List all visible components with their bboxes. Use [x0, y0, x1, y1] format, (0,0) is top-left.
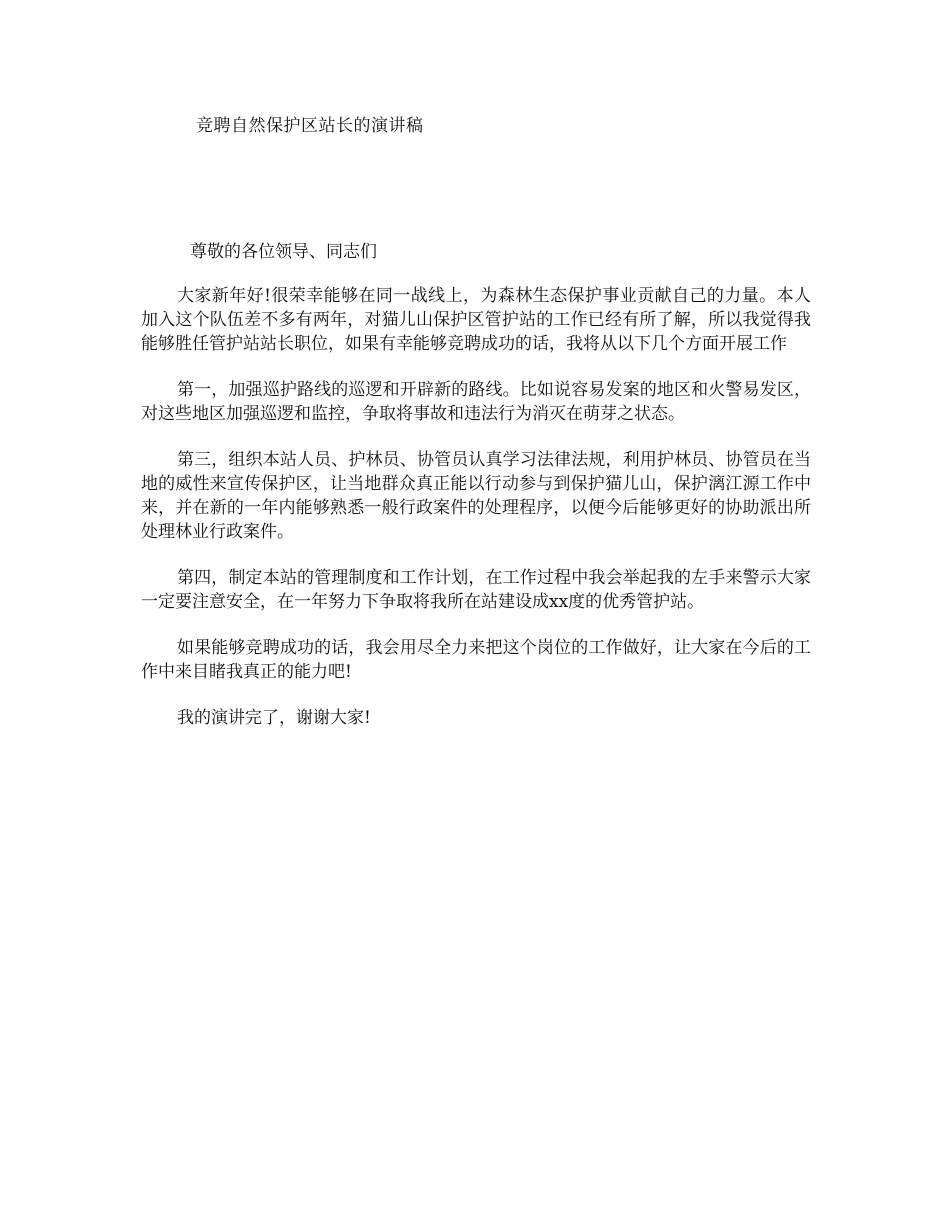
paragraph-closing: 我的演讲完了，谢谢大家!	[177, 708, 371, 728]
document-title: 竞聘自然保护区站长的演讲稿	[196, 116, 424, 136]
paragraph-fourth-point: 第四，制定本站的管理制度和工作计划，在工作过程中我会举起我的左手来警示大家一定要注意安全，在一年努力下争取将我所在站建设成xx度的优秀管护站。	[141, 568, 811, 612]
speech-body	[141, 284, 811, 752]
paragraph-commitment: 如果能够竞聘成功的话，我会用尽全力来把这个岗位的工作做好，让大家在今后的工作中来目睹我真正的能力吧!	[141, 638, 811, 682]
greeting-line: 尊敬的各位领导、同志们	[190, 242, 377, 262]
paragraph-opening: 大家新年好!很荣幸能够在同一战线上，为森林生态保护事业贡献自己的力量。本人加入这个队伍差不多有两年，对猫儿山保护区管护站的工作已经有所了解，所以我觉得我能够胜任管护站站长职位，如果有幸能够竞聘成功的话，我将从以下几个方面开展工作	[141, 286, 811, 354]
paragraph-third-point: 第三，组织本站人员、护林员、协管员认真学习法律法规，利用护林员、协管员在当地的威性来宣传保护区，让当地群众真正能以行动参与到保护猫儿山，保护漓江源工作中来，并在新的一年内能够熟悉一般行政案件的处理程序，以便今后能够更好的协助派出所处理林业行政案件。	[141, 450, 811, 542]
paragraph-first-point: 第一，加强巡护路线的巡逻和开辟新的路线。比如说容易发案的地区和火警易发区，对这些地区加强巡逻和监控，争取将事故和违法行为消灭在萌芽之状态。	[141, 380, 811, 424]
